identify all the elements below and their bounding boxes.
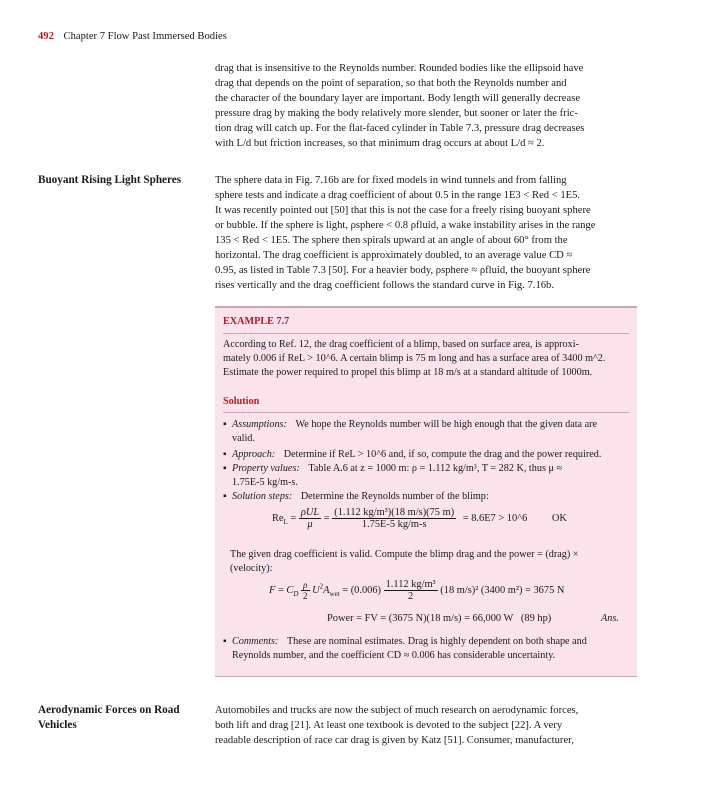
eq-frac-symbolic [299,507,321,530]
bullet-dot: ▪ [223,491,227,502]
text-line: 135 < Red < 1E5. The sphere then spirals upward at an angle of about 60° from the [215,235,568,246]
bullet-comments [223,635,633,663]
text-steps: Determine the Reynolds number of the blimp: [300,491,489,502]
text-line: drag that depends on the point of separation, so that both the Reynolds number and [215,78,567,89]
equation-drag: $F = C_D$ $\frac{\rho}{2}$ $U^2A_{wet} = (0.006)$ $\frac{\text{1.112 kg/m³}}{2}$ (18 m/s)² (3400 m²) = 3675 N [269,579,565,602]
label-steps: Solution steps: [232,491,293,502]
text-property-2: 1.75E-5 kg/m-s. [232,477,298,488]
bullet-dot: ▪ [223,636,227,647]
example-bottom-rule [215,676,637,677]
text-assumptions: We hope the Reynolds number will be high enough that the given data are [295,419,598,430]
text-line: sphere tests and indicate a drag coefficient of about 0.5 in the range 1E3 < Red < 1E5. [215,190,581,201]
equation-power [327,613,551,624]
eq3: Power = FV = (3675 N)(18 m/s) = 66,000 W (89 hp) [327,613,552,624]
text-line: The given drag coefficient is valid. Compute the blimp drag and the power = (drag) × [230,549,579,560]
text-line: mately 0.006 if ReL > 10^6. A certain blimp is 75 m long and has a surface area of 3400 m^2. [223,353,606,364]
text-line: It was recently pointed out [50] that this is not the case for a freely rising buoyant sphere [215,205,591,216]
solution-body [223,418,633,504]
eq1-den-sym: μ [307,519,313,530]
text-assumptions-2: valid. [232,433,255,444]
text-line: both lift and drag [21]. At least one textbook is devoted to the subject [22]. A very [215,720,563,731]
bullet-dot: ▪ [223,449,227,460]
text-line: 0.95, as listed in Table 7.3 [50]. For a heavier body, ρsphere ≈ ρfluid, the buoyant sphere [215,265,591,276]
text-line: According to Ref. 12, the drag coefficient of a blimp, based on surface area, is approxi- [223,339,579,350]
eq1-num-sym: ρUL [300,507,320,518]
text-line: horizontal. The drag coefficient is approximately doubled, to an average value CD ≈ [215,250,573,261]
eq-lhs: $Re_L$ = [272,512,299,526]
text-line: (velocity): [230,563,273,574]
eq2-rest: (18 m/s)² (3400 m²) = 3675 N [440,584,565,596]
text-line: tion drag will catch up. For the flat-faced cylinder in Table 7.3, pressure drag decreases [215,123,585,134]
text-line: pressure drag by making the body relatively more slender, but sooner or later the fric- [215,108,578,119]
equation-reynolds: $Re_L$ = $\frac{\text{ρUL}}{\mu}$ = $\frac{\text{(1.112 kg/m³)(18 m/s)(75 m)}}{1.75E-5 kg/m-s}$ = 8.6E7 > 10^6 OK [272,507,567,530]
page-header [38,31,227,42]
chapter-title: Chapter 7 Flow Past Immersed Bodies [63,31,227,42]
eq1-num: (1.112 kg/m³)(18 m/s)(75 m) [334,507,455,518]
divider [223,333,629,334]
eq1-ok: OK [551,512,567,524]
section2-paragraph [215,703,637,748]
bullet-steps [223,490,633,504]
section-heading-road-vehicles [38,703,180,733]
example-problem [223,338,633,380]
eq-frac-numeric [332,507,456,530]
bullet-dot: ▪ [223,463,227,474]
text-line: The sphere data in Fig. 7.16b are for fixed models in wind tunnels and from falling [215,175,567,186]
eq1-result: = 8.6E7 > 10^6 [462,512,528,524]
solution-title: Solution [223,396,260,407]
page-number: 492 [38,31,54,42]
section1-paragraph [215,173,637,293]
intro-paragraph [215,61,637,151]
divider [223,412,629,413]
example-box [215,306,637,676]
bullet-property [223,462,633,490]
text-comments-2: Reynolds number, and the coefficient CD ≈ 0.006 has considerable uncertainty. [232,650,556,661]
answer-label: Ans. [601,613,619,624]
eq2-coef: (0.006) [350,584,381,596]
divider [215,307,637,308]
text-line: readable description of race car drag is given by Katz [51]. Consumer, manufacturer, [215,735,574,746]
heading-line: Aerodynamic Forces on Road [38,704,180,716]
example-title: EXAMPLE 7.7 [223,316,290,327]
label-comments: Comments: [232,636,279,647]
label-approach: Approach: [232,449,276,460]
text-property: Table A.6 at z = 1000 m: ρ = 1.112 kg/m³, T = 282 K, thus μ ≈ [308,463,563,474]
text-line: the character of the boundary layer are important. Body length will generally decrease [215,93,581,104]
eq2-num: 1.112 kg/m³ [385,579,436,590]
text-line: Automobiles and trucks are now the subject of much research on aerodynamic forces, [215,705,579,716]
text-approach: Determine if ReL > 10^6 and, if so, compute the drag and the power required. [283,449,602,460]
mid-text [230,548,630,576]
eq2-frac [384,579,438,602]
eq1-den: 1.75E-5 kg/m-s [361,519,427,530]
eq2-den: 2 [408,591,414,602]
section-heading-buoyant: Buoyant Rising Light Spheres [38,174,182,186]
heading-line: Vehicles [38,719,77,731]
text-line: with L/d but friction increases, so that minimum drag occurs at about L/d ≈ 2. [215,138,545,149]
text-line: rises vertically and the drag coefficient follows the standard curve in Fig. 7.16b. [215,280,554,291]
text-line: or bubble. If the sphere is light, ρsphere < 0.8 ρfluid, a wake instability arises in the range [215,220,596,231]
text-line: Estimate the power required to propel this blimp at 18 m/s at a standard altitude of 1000m. [223,367,593,378]
text-comments: These are nominal estimates. Drag is highly dependent on both shape and [286,636,587,647]
bullet-assumptions [223,418,633,446]
label-assumptions: Assumptions: [232,419,287,430]
label-property: Property values: [232,463,300,474]
text-line: drag that is insensitive to the Reynolds number. Rounded bodies like the ellipsoid have [215,63,584,74]
bullet-approach [223,448,633,462]
bullet-dot: ▪ [223,419,227,430]
